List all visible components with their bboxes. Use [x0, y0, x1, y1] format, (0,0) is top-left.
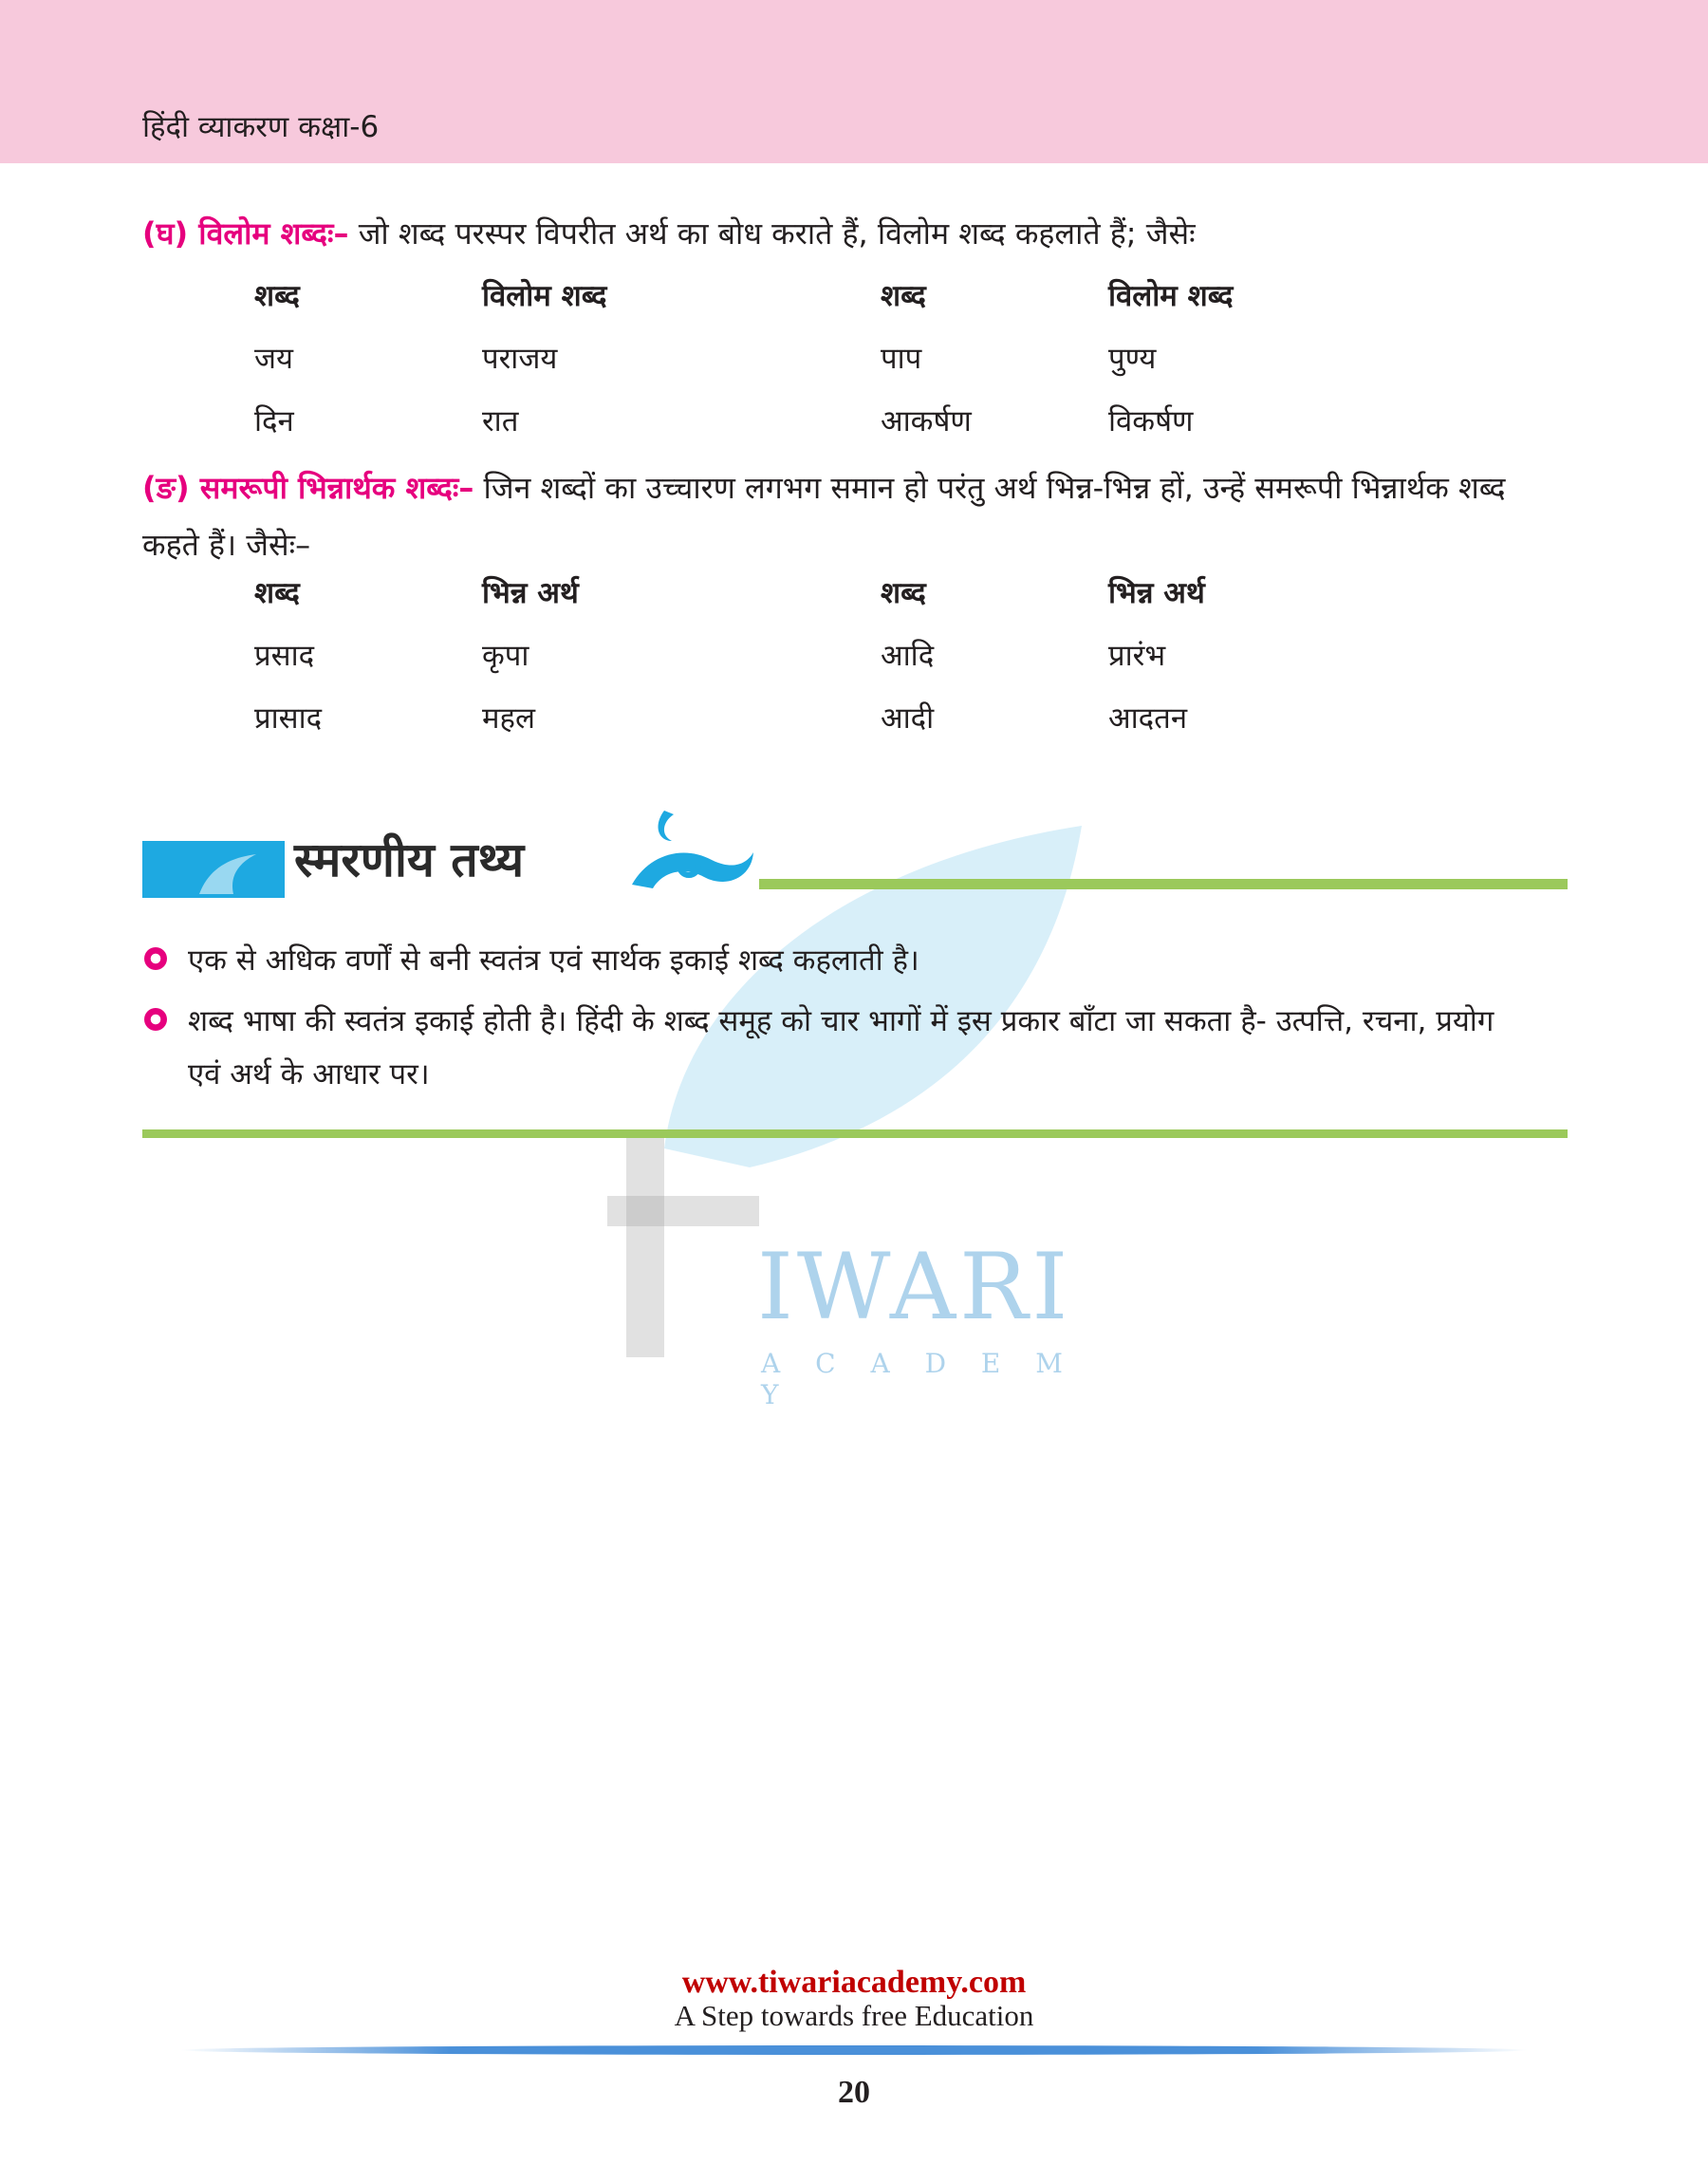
watermark-brand: IWARI: [757, 1234, 1072, 1340]
footer-tagline: A Step towards free Education: [674, 1999, 1034, 2032]
page-header-title: हिंदी व्याकरण कक्षा-6: [142, 110, 380, 144]
table-header-cell: विलोम शब्द: [482, 279, 607, 313]
table-cell: आकर्षण: [881, 404, 972, 438]
section-gha-text: जो शब्द परस्पर विपरीत अर्थ का बोध कराते हैं, विलोम शब्द कहलाते हैं; जैसेः: [348, 215, 1196, 252]
table-cell: विकर्षण: [1108, 404, 1194, 438]
flower-bullet-icon: [144, 947, 167, 970]
page-number: 20: [838, 2075, 870, 2110]
table-row: [254, 635, 1488, 698]
table-header-cell: विलोम शब्द: [1108, 279, 1234, 313]
table-header-cell: शब्द: [881, 576, 926, 610]
table-header-cell: शब्द: [881, 279, 926, 313]
table-header-cell: शब्द: [254, 576, 300, 610]
table-header-cell: भिन्न अर्थ: [1108, 576, 1205, 610]
table-header-row: [254, 275, 1488, 338]
facts-box: [142, 822, 1568, 1145]
table-row: [254, 401, 1488, 463]
section-gha-intro: [142, 205, 1568, 262]
fact-text: एक से अधिक वर्णों से बनी स्वतंत्र एवं सार्थक इकाई शब्द कहलाती है।: [188, 943, 919, 978]
header-band: [0, 0, 1708, 163]
table-cell: जय: [254, 342, 293, 376]
table-cell: कृपा: [482, 639, 529, 673]
table-cell: आदी: [881, 701, 935, 736]
table-cell: प्रासाद: [254, 701, 323, 736]
table-cell: पाप: [881, 342, 922, 376]
facts-top-rule: [759, 879, 1568, 889]
facts-bottom-rule: [142, 1129, 1568, 1138]
ornament-icon: [626, 797, 759, 902]
swirl-icon: [142, 841, 285, 898]
section-nga-intro: [142, 459, 1568, 573]
table-header-cell: शब्द: [254, 279, 300, 313]
homonym-table: [254, 572, 1488, 760]
table-cell: पुण्य: [1108, 342, 1157, 376]
antonym-table: [254, 275, 1488, 463]
footer-url[interactable]: www.tiwariacademy.com: [681, 1965, 1027, 2000]
table-cell: रात: [482, 404, 519, 438]
facts-heading: स्मरणीय तथ्य: [294, 832, 525, 887]
fact-item: [188, 995, 1535, 1101]
table-cell: महल: [482, 701, 536, 736]
fact-item: [188, 934, 1535, 987]
section-nga-text: जिन शब्दों का उच्चारण लगभग समान हो परंतु अर्थ भिन्न-भिन्न हों, उन्हें समरूपी भिन्नार्थक शब्द कहते हैं। जैसेः–: [142, 470, 1506, 563]
section-gha-label: (घ) विलोम शब्दः–: [142, 215, 349, 252]
table-cell: पराजय: [482, 342, 558, 376]
table-cell: आदतन: [1108, 701, 1188, 736]
table-cell: प्रारंभ: [1108, 639, 1166, 673]
table-cell: आदि: [881, 639, 935, 673]
table-header-row: [254, 572, 1488, 635]
table-row: [254, 338, 1488, 401]
table-cell: प्रसाद: [254, 639, 315, 673]
footer-rule: [180, 2045, 1528, 2055]
table-header-cell: भिन्न अर्थ: [482, 576, 579, 610]
flower-bullet-icon: [144, 1008, 167, 1031]
fact-text: शब्द भाषा की स्वतंत्र इकाई होती है। हिंदी के शब्द समूह को चार भागों में इस प्रकार बाँटा जा सकता है- उत्पत्ति, रचना, प्रयोग एवं अर्थ के आधार पर।: [188, 1004, 1494, 1092]
facts-heading-bar: [142, 841, 285, 898]
watermark-sub: A C A D E M Y: [761, 1348, 1076, 1410]
table-cell: दिन: [254, 404, 294, 438]
table-row: [254, 698, 1488, 760]
section-nga-label: (ङ) समरूपी भिन्नार्थक शब्दः–: [142, 470, 474, 506]
